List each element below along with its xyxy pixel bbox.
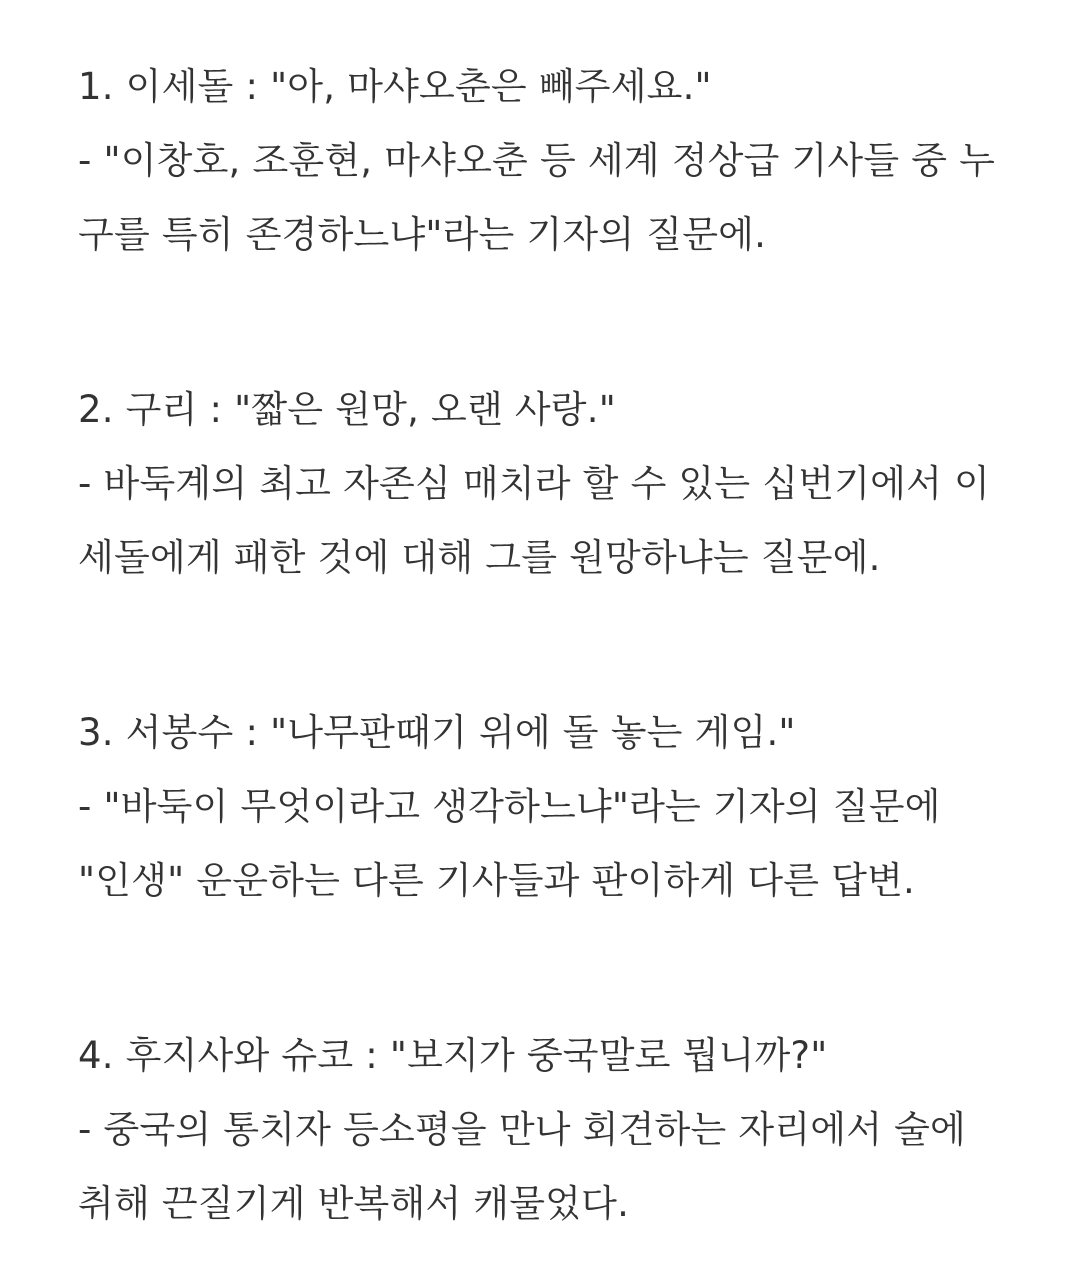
quote-line: 2. 구리 : "짧은 원망, 오랜 사랑." — [78, 388, 616, 431]
context-line: - "이창호, 조훈현, 마샤오춘 등 세계 정상급 기사들 중 누 — [78, 139, 996, 182]
quote-entry-3 — [78, 696, 1028, 918]
context-line: 구를 특히 존경하느냐"라는 기자의 질문에. — [78, 213, 767, 256]
quote-entry-2 — [78, 373, 1028, 595]
quote-line: 3. 서봉수 : "나무판때기 위에 돌 놓는 게임." — [78, 711, 796, 754]
quote-line: 4. 후지사와 슈코 : "보지가 중국말로 뭡니까?" — [78, 1034, 828, 1077]
context-line: - 중국의 통치자 등소평을 만나 회견하는 자리에서 술에 — [78, 1108, 967, 1151]
context-line: 세돌에게 패한 것에 대해 그를 원망하냐는 질문에. — [78, 536, 881, 579]
quote-list — [78, 50, 1028, 1241]
context-line: 취해 끈질기게 반복해서 캐물었다. — [78, 1182, 630, 1225]
quote-entry-1 — [78, 50, 1028, 272]
quote-line: 1. 이세돌 : "아, 마샤오춘은 빼주세요." — [78, 65, 712, 108]
context-line: - 바둑계의 최고 자존심 매치라 할 수 있는 십번기에서 이 — [78, 462, 990, 505]
context-line: - "바둑이 무엇이라고 생각하느냐"라는 기자의 질문에 — [78, 785, 941, 828]
context-line: "인생" 운운하는 다른 기사들과 판이하게 다른 답변. — [78, 859, 916, 902]
quote-entry-4 — [78, 1019, 1028, 1241]
